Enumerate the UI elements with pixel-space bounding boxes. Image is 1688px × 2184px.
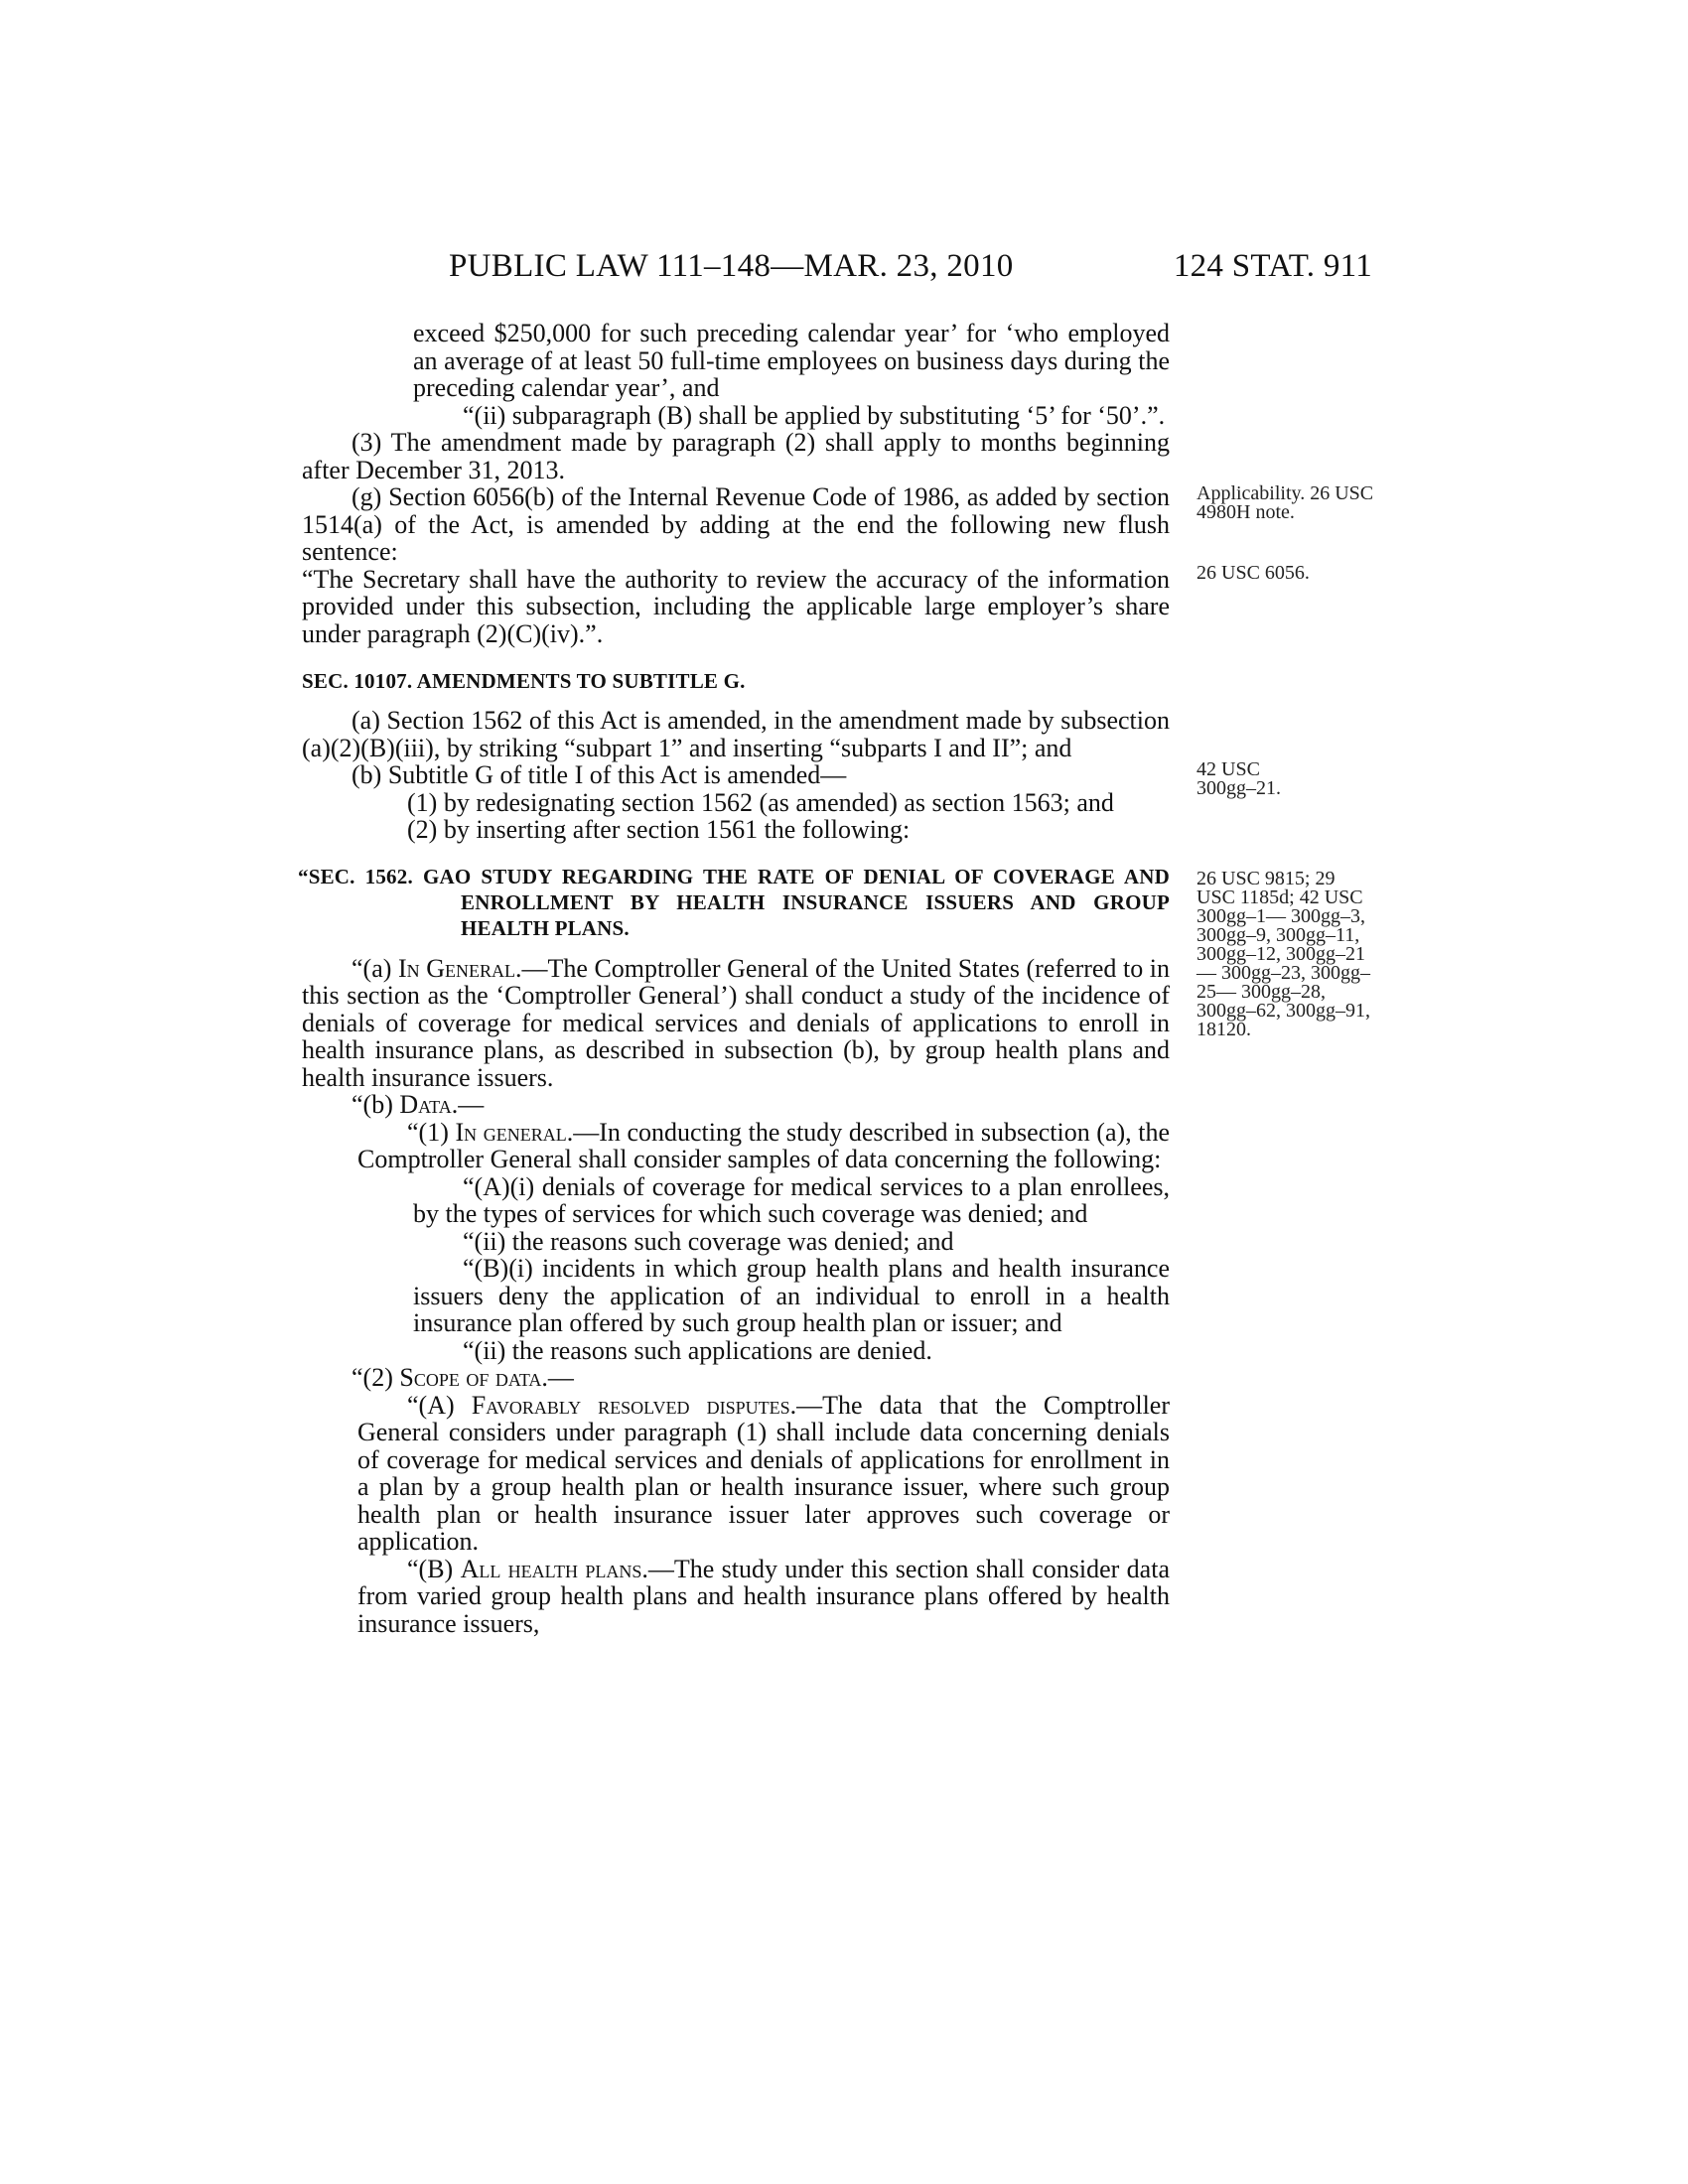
margin-note-usc-citations: 26 USC 9815; 29 USC 1185d; 42 USC 300gg–1— 300gg–3, 300gg–9, 300gg–11, 300gg–12, 300gg–21— 300gg–23, 300gg–25— 300gg–28, 300gg–62, 300gg–91, 18120. — [1196, 868, 1370, 1040]
paragraph-b-subtitle-g: (b) Subtitle G of title I of this Act is amended— — [352, 760, 847, 789]
paragraph-ii-substituting: “(ii) subparagraph (B) shall be applied by substituting ‘5’ for ‘50’.”. — [463, 400, 1166, 430]
paragraph-label: “(2) — [352, 1363, 393, 1392]
paragraph-text: .—The study under this section shall consider data from varied group health plans and health insurance plans offered by health insurance issuers, — [357, 1554, 1170, 1638]
paragraph-3-applicability: (3) The amendment made by paragraph (2) shall apply to months beginning after December 31, 2013. — [302, 428, 1170, 484]
paragraph-heading: All health plans — [460, 1554, 642, 1583]
paragraph-g-section-6056: (g) Section 6056(b) of the Internal Revenue Code of 1986, as added by section 1514(a) of the Act, is amended by adding at the end the following new flush sentence: — [302, 482, 1170, 566]
paragraph-heading: Data — [399, 1090, 452, 1119]
paragraph-a-section-1562: (a) Section 1562 of this Act is amended, in the amendment made by subsection (a)(2)(B)(iii), by striking “subpart 1” and inserting “subparts I and II”; and — [302, 706, 1170, 762]
header-stat-page: 124 STAT. 911 — [1173, 248, 1372, 284]
paragraph-text: .— — [451, 1090, 485, 1119]
paragraph-A-ii-reasons: “(ii) the reasons such coverage was denied; and — [463, 1226, 954, 1256]
paragraph-a-in-general — [302, 955, 1170, 1092]
paragraph-continuation: exceed $250,000 for such preceding calendar year’ for ‘who employed an average of at least 50 full-time employees on business days during the preceding calendar year’, and — [413, 319, 1170, 402]
paragraph-text: .—The Comptroller General of the United States (referred to in this section as the ‘Comptroller General’) shall conduct a study of the incidence of denials of coverage for medical services and denials of applications to enroll in health insurance plans, as described in subsection (b), by group health plans and health insurance issuers. — [302, 953, 1171, 1092]
paragraph-text: .— — [541, 1363, 574, 1392]
paragraph-b-data — [302, 1091, 1170, 1119]
paragraph-heading: In general — [455, 1117, 567, 1147]
paragraph-heading: Scope of data — [399, 1363, 542, 1392]
paragraph-2-scope-of-data — [302, 1364, 1170, 1392]
paragraph-2-inserting: (2) by inserting after section 1561 the following: — [407, 815, 911, 844]
section-heading-1562: “SEC. 1562. GAO STUDY REGARDING THE RATE OF DENIAL OF COVERAGE AND ENROLLMENT BY HEALTH INSURANCE ISSUERS AND GROUP HEALTH PLANS. — [298, 864, 1170, 940]
paragraph-heading: Favorably resolved disputes — [471, 1390, 790, 1420]
margin-note-26-usc-6056: 26 USC 6056. — [1196, 562, 1310, 584]
header-title: PUBLIC LAW 111–148—MAR. 23, 2010 — [449, 248, 1014, 284]
paragraph-label: “(A) — [407, 1390, 455, 1420]
law-text — [298, 319, 1171, 1638]
paragraph-1-redesignating: (1) by redesignating section 1562 (as amended) as section 1563; and — [407, 787, 1114, 817]
paragraph-text: .—In conducting the study described in subsection (a), the Comptroller General shall consider samples of data concerning the following: — [357, 1117, 1170, 1173]
paragraph-A-favorably-resolved — [357, 1392, 1170, 1556]
paragraph-1-in-general — [357, 1119, 1170, 1173]
paragraph-flush-sentence: “The Secretary shall have the authority to review the accuracy of the information provided under this subsection, including the applicable large employer’s share under paragraph (2)(C)(iv).”. — [302, 564, 1170, 648]
paragraph-A-i-denials: “(A)(i) denials of coverage for medical services to a plan enrollees, by the types of services for which such coverage was denied; and — [413, 1171, 1170, 1228]
paragraph-label: “(B) — [407, 1554, 454, 1583]
paragraph-B-ii-reasons: “(ii) the reasons such applications are denied. — [463, 1335, 932, 1365]
paragraph-label: “(a) — [352, 953, 392, 983]
paragraph-heading: In General — [397, 953, 515, 983]
section-heading-10107: SEC. 10107. AMENDMENTS TO SUBTITLE G. — [302, 669, 746, 693]
margin-note-applicability: Applicability. 26 USC 4980H note. — [1196, 482, 1374, 523]
margin-note-42-usc-300gg-21: 42 USC 300gg–21. — [1196, 758, 1281, 799]
paragraph-B-all-health-plans — [357, 1556, 1170, 1638]
paragraph-text: .—The data that the Comptroller General considers under paragraph (1) shall include data concerning denials of coverage for medical services and denials of applications for enrollment in a plan by a group health plan or health insurance issuer, where such group health plan or health insurance issuer later approves such coverage or application. — [357, 1390, 1171, 1556]
paragraph-B-i-incidents: “(B)(i) incidents in which group health plans and health insurance issuers deny the application of an individual to enroll in a health insurance plan offered by such group health plan or issuer; and — [413, 1254, 1170, 1337]
running-header — [449, 248, 1372, 288]
paragraph-label: “(b) — [352, 1090, 393, 1119]
paragraph-label: “(1) — [407, 1117, 449, 1147]
